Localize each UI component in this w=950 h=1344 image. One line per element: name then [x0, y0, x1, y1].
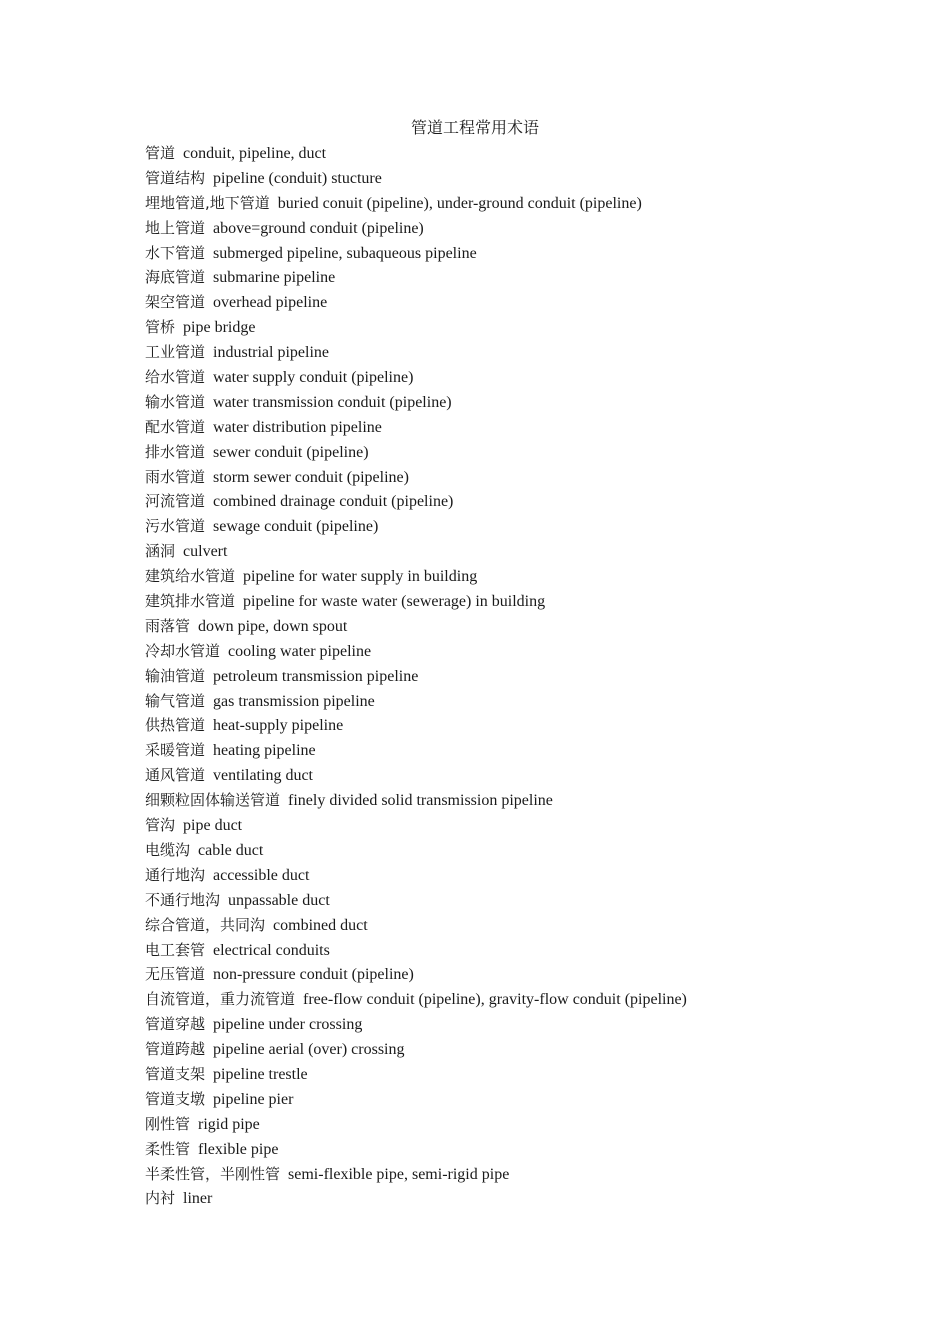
term-row [145, 1087, 925, 1112]
term-row [145, 390, 925, 415]
term-row [145, 141, 925, 166]
term-row [145, 987, 925, 1012]
term-english: pipeline aerial (over) crossing [213, 1041, 405, 1059]
term-english: gas transmission pipeline [213, 692, 375, 710]
term-english: combined duct [273, 916, 368, 934]
term-chinese: 内衬 [145, 1189, 176, 1208]
term-english: submerged pipeline, subaqueous pipeline [213, 244, 477, 262]
term-row [145, 1186, 925, 1211]
term-chinese: 输气管道 [145, 691, 206, 710]
term-english: ventilating duct [213, 767, 313, 785]
term-english: culvert [183, 543, 228, 561]
term-row [145, 216, 925, 241]
term-english: buried conuit (pipeline), under-ground conduit (pipeline) [277, 194, 642, 212]
term-english: pipeline under crossing [213, 1016, 363, 1034]
term-chinese: 建筑给水管道 [145, 567, 236, 586]
term-english: non-pressure conduit (pipeline) [213, 966, 414, 984]
term-row [145, 166, 925, 191]
term-chinese: 采暖管道 [145, 741, 206, 760]
term-english: above=ground conduit (pipeline) [213, 219, 424, 237]
term-row [145, 813, 925, 838]
term-chinese: 自流管道，重力流管道 [145, 990, 296, 1009]
term-chinese: 输水管道 [145, 392, 206, 411]
term-row [145, 1012, 925, 1037]
term-english: heat-supply pipeline [213, 717, 344, 735]
term-row [145, 365, 925, 390]
term-english: pipeline for waste water (sewerage) in building [243, 593, 546, 611]
term-english: unpassable duct [228, 891, 330, 909]
term-english: finely divided solid transmission pipeline [288, 792, 553, 810]
term-english: electrical conduits [213, 941, 330, 959]
term-chinese: 雨水管道 [145, 467, 206, 486]
term-row [145, 738, 925, 763]
term-chinese: 给水管道 [145, 368, 206, 387]
term-row [145, 763, 925, 788]
term-row [145, 514, 925, 539]
term-row [145, 1062, 925, 1087]
term-row [145, 913, 925, 938]
term-row [145, 340, 925, 365]
term-english: water transmission conduit (pipeline) [213, 393, 452, 411]
term-english: rigid pipe [198, 1115, 260, 1133]
term-chinese: 管桥 [145, 318, 176, 337]
term-row [145, 191, 925, 216]
term-english: pipeline (conduit) stucture [213, 169, 382, 187]
term-english: conduit, pipeline, duct [183, 145, 327, 162]
term-chinese: 排水管道 [145, 442, 206, 461]
term-list [145, 141, 925, 1211]
term-english: cable duct [198, 841, 264, 859]
term-row [145, 962, 925, 987]
term-english: combined drainage conduit (pipeline) [213, 493, 454, 511]
term-english: sewer conduit (pipeline) [213, 443, 369, 461]
term-chinese: 管道支架 [145, 1064, 206, 1083]
term-chinese: 地上管道 [145, 218, 206, 237]
term-row [145, 539, 925, 564]
term-english: liner [183, 1190, 213, 1208]
term-english: submarine pipeline [213, 269, 336, 287]
term-chinese: 管道 [145, 144, 176, 162]
term-chinese: 细颗粒固体输送管道 [145, 791, 281, 810]
term-chinese: 刚性管 [145, 1114, 191, 1133]
term-row [145, 1162, 925, 1187]
term-chinese: 电缆沟 [145, 840, 191, 859]
term-row [145, 664, 925, 689]
term-row [145, 888, 925, 913]
term-chinese: 通行地沟 [145, 865, 206, 884]
term-chinese: 半柔性管，半刚性管 [145, 1164, 281, 1183]
term-row [145, 265, 925, 290]
term-english: industrial pipeline [213, 344, 329, 362]
term-english: accessible duct [213, 866, 310, 884]
term-chinese: 雨落管 [145, 616, 191, 635]
term-row [145, 713, 925, 738]
term-english: down pipe, down spout [198, 617, 348, 635]
term-chinese: 输油管道 [145, 666, 206, 685]
term-english: pipe bridge [183, 319, 256, 337]
term-chinese: 柔性管 [145, 1139, 191, 1158]
term-chinese: 管沟 [145, 816, 176, 835]
term-english: pipe duct [183, 817, 243, 835]
term-english: pipeline trestle [213, 1065, 308, 1083]
term-row [145, 315, 925, 340]
term-chinese: 污水管道 [145, 517, 206, 536]
term-row [145, 564, 925, 589]
term-chinese: 管道支墩 [145, 1089, 206, 1108]
term-row [145, 241, 925, 266]
term-english: semi-flexible pipe, semi-rigid pipe [288, 1165, 510, 1183]
term-english: pipeline for water supply in building [243, 568, 478, 586]
term-chinese: 冷却水管道 [145, 641, 221, 660]
term-row [145, 614, 925, 639]
term-chinese: 综合管道，共同沟 [145, 915, 266, 934]
term-row [145, 415, 925, 440]
term-english: heating pipeline [213, 742, 316, 760]
document-title: 管道工程常用术语 [410, 118, 539, 137]
term-chinese: 管道穿越 [145, 1015, 206, 1034]
term-chinese: 配水管道 [145, 417, 206, 436]
term-chinese: 供热管道 [145, 716, 206, 735]
term-chinese: 建筑排水管道 [145, 592, 236, 611]
term-row [145, 290, 925, 315]
term-row [145, 938, 925, 963]
term-chinese: 水下管道 [145, 243, 206, 262]
term-english: water distribution pipeline [213, 418, 382, 436]
term-chinese: 河流管道 [145, 492, 206, 511]
term-row [145, 465, 925, 490]
term-row [145, 689, 925, 714]
term-row [145, 1137, 925, 1162]
term-chinese: 不通行地沟 [145, 890, 221, 909]
term-chinese: 架空管道 [145, 293, 206, 312]
term-chinese: 电工套管 [145, 940, 206, 959]
term-chinese: 无压管道 [145, 965, 206, 984]
term-english: overhead pipeline [213, 294, 328, 312]
term-row [145, 863, 925, 888]
term-row [145, 639, 925, 664]
term-english: petroleum transmission pipeline [213, 667, 419, 685]
term-english: pipeline pier [213, 1090, 294, 1108]
term-english: free-flow conduit (pipeline), gravity-flow conduit (pipeline) [303, 991, 687, 1009]
term-english: sewage conduit (pipeline) [213, 518, 379, 536]
term-row [145, 838, 925, 863]
term-row [145, 1037, 925, 1062]
term-english: water supply conduit (pipeline) [213, 369, 414, 387]
term-chinese: 工业管道 [145, 343, 206, 362]
term-chinese: 埋地管道,地下管道 [145, 193, 270, 212]
term-row [145, 589, 925, 614]
term-english: flexible pipe [198, 1140, 279, 1158]
term-english: cooling water pipeline [228, 642, 372, 660]
term-chinese: 管道跨越 [145, 1040, 206, 1059]
term-chinese: 通风管道 [145, 766, 206, 785]
term-chinese: 海底管道 [145, 268, 206, 287]
term-chinese: 管道结构 [145, 168, 206, 187]
term-row [145, 788, 925, 813]
term-chinese: 涵洞 [145, 542, 176, 561]
term-row [145, 1112, 925, 1137]
term-row [145, 440, 925, 465]
term-row [145, 489, 925, 514]
term-english: storm sewer conduit (pipeline) [213, 468, 409, 486]
